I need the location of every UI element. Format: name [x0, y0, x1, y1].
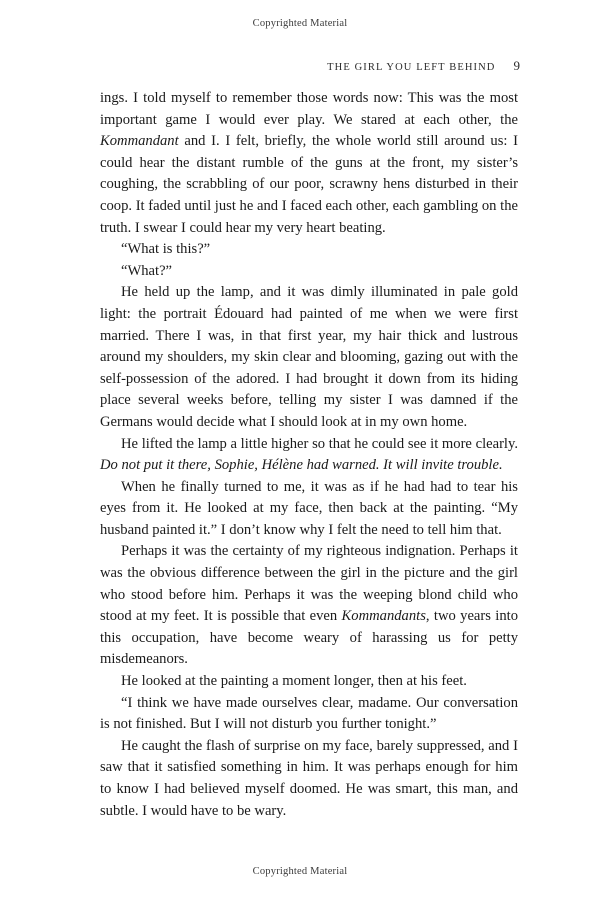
- text-run: ings. I told myself to remember those words now: This was the most important game I would ever play. We stared at each other, the: [100, 90, 518, 128]
- text-run: “What is this?”: [121, 241, 211, 258]
- text-run: “I think we have made ourselves clear, madame. Our conversation is not finished. But I will not disturb you further tonight.”: [100, 694, 518, 733]
- text-run: He held up the lamp, and it was dimly illuminated in pale gold light: the portrait Édouard had painted of me when we were first married. There I was, in that first year, my hair thick and lustrous around my shoulders, my skin clear and blooming, gazing out with the self-possession of the adored. I had brought it down from its hiding place several weeks before, telling my sister I was damned if the Germans would decide what I should look at in my own home.: [100, 284, 518, 430]
- running-head: [100, 58, 520, 74]
- italic-run: Kommandant: [100, 133, 179, 150]
- text-run: He lifted the lamp a little higher so that he could see it more clearly.: [121, 435, 518, 452]
- paragraph: [100, 261, 518, 283]
- page-number: 9: [513, 58, 520, 73]
- paragraph: [100, 693, 518, 736]
- text-run: He looked at the painting a moment longer, then at his feet.: [121, 673, 467, 690]
- text-run: Perhaps it was the certainty of my righteous indignation. Perhaps it was the obvious difference between the girl in the picture and the girl who stood before him. Perhaps it was the weeping blond child who stood at my feet. It is possible that even: [100, 543, 518, 625]
- text-run: When he finally turned to me, it was as if he had had to tear his eyes from it. He looked at my face, then back at the painting. “My husband painted it.” I don’t know why I felt the need to tell him that.: [100, 478, 518, 538]
- italic-run: Kommandants: [341, 608, 426, 625]
- italic-run: Do not put it there, Sophie, Hélène had warned. It will invite trouble.: [100, 457, 503, 474]
- watermark-bottom: Copyrighted Material: [252, 866, 348, 877]
- text-run: and I. I felt, briefly, the whole world still around us: I could hear the distant rumble of the guns at the front, my sister’s coughing, the scrabbling of our poor, scrawny hens disturbed in their coop. It faded until just he and I faced each other, each gambling on the truth. I swear I could hear my very heart beating.: [100, 133, 518, 236]
- paragraph: [100, 434, 518, 477]
- body-text: [100, 88, 518, 822]
- text-run: “What?”: [121, 262, 173, 279]
- text-run: , two years into this occupation, have become weary of harassing us for petty misdemeanors.: [100, 608, 519, 668]
- text-run: He caught the flash of surprise on my face, barely suppressed, and I saw that it satisfied something in him. It was perhaps enough for him to know I had believed myself doomed. He was smart, this man, and subtle. I would have to be wary.: [100, 737, 518, 819]
- paragraph: [100, 736, 518, 822]
- paragraph: [100, 282, 518, 433]
- watermark-top: Copyrighted Material: [252, 18, 348, 29]
- paragraph: [100, 239, 518, 261]
- running-head-title: THE GIRL YOU LEFT BEHIND: [327, 62, 496, 73]
- paragraph: [100, 88, 518, 239]
- paragraph: [100, 671, 518, 693]
- paragraph: [100, 541, 518, 671]
- paragraph: [100, 477, 518, 542]
